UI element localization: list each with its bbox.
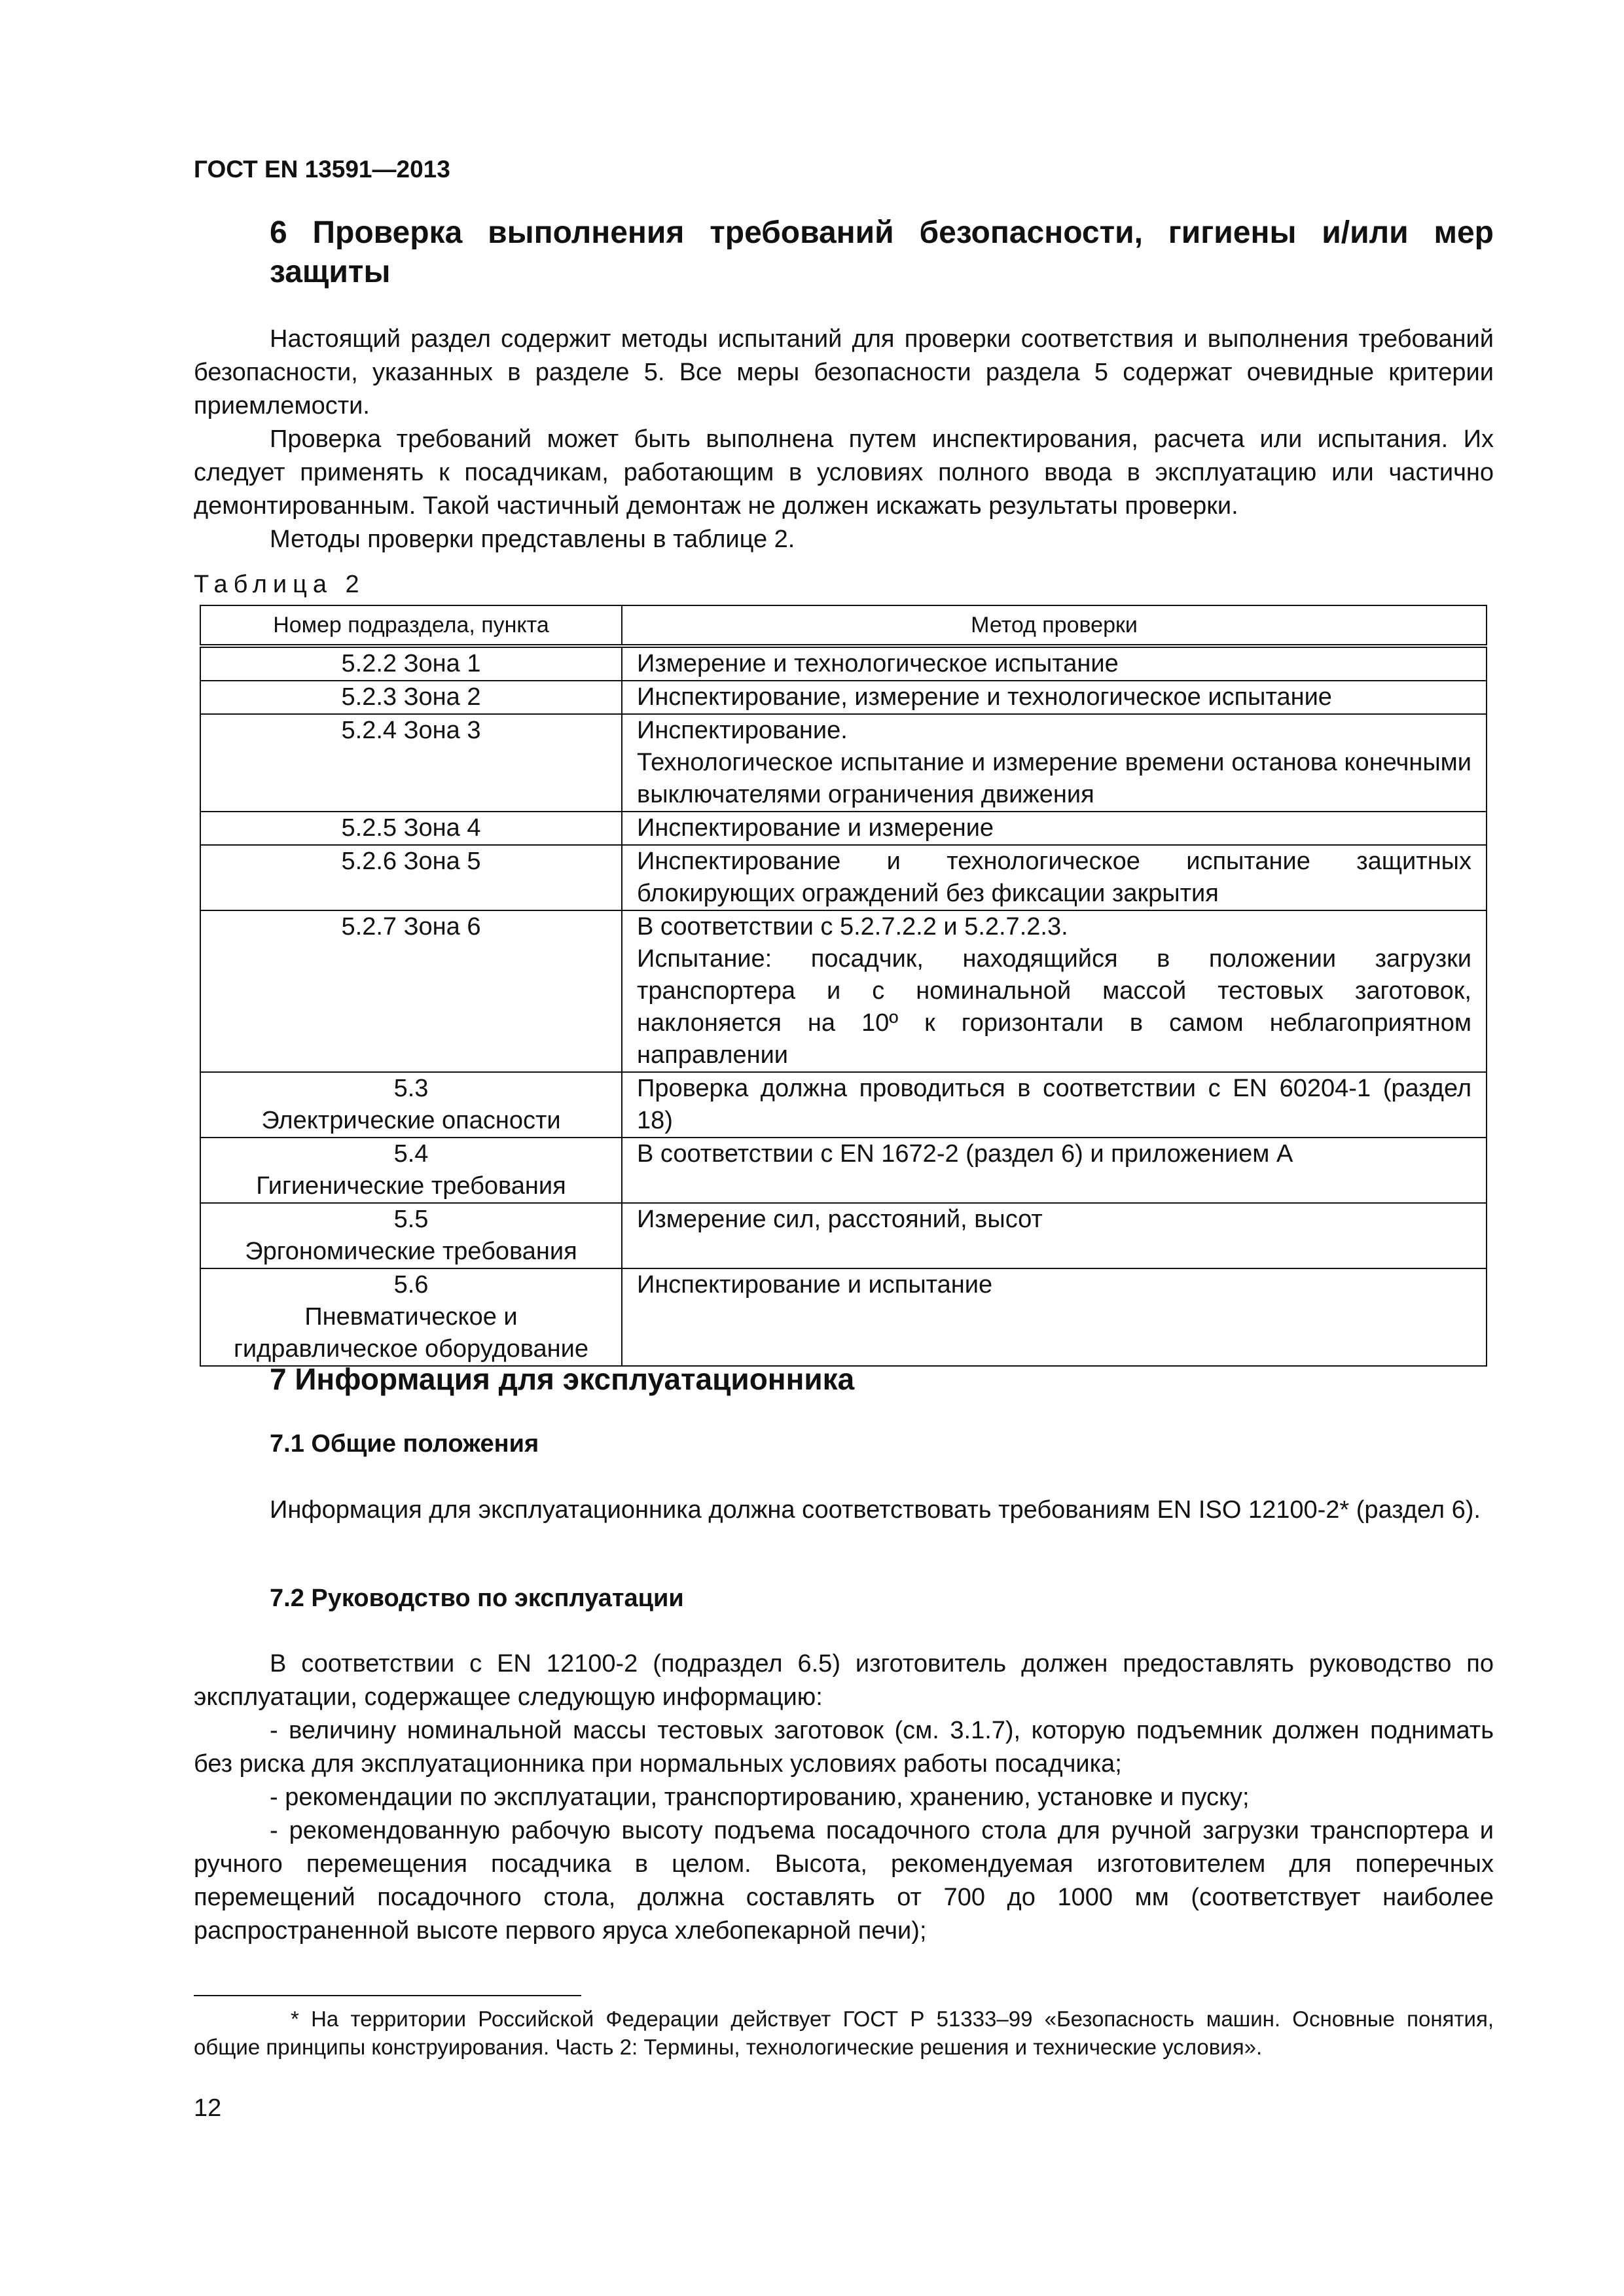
paragraph: Информация для эксплуатационника должна соответствовать требованиям EN ISO 12100-2* (раздел 6). bbox=[270, 1496, 1481, 1524]
footnote: * На территории Российской Федерации действует ГОСТ Р 51333–99 «Безопасность машин. Основные понятия, общие принципы конструирования. Часть 2: Термины, технологические решения и технические условия». bbox=[194, 2007, 1494, 2059]
subsection-7-2-body bbox=[194, 1647, 1494, 1948]
cell-section: 5.5 Эргономические требования bbox=[200, 1203, 622, 1268]
cell-method: Инспектирование и измерение bbox=[622, 812, 1487, 845]
footnote-separator bbox=[194, 1995, 581, 1996]
paragraph: Настоящий раздел содержит методы испытаний для проверки соответствия и выполнения требований безопасности, указанных в разделе 5. Все меры безопасности раздела 5 содержат очевидные критерии приемлемости. bbox=[194, 325, 1494, 420]
column-header-method: Метод проверки bbox=[622, 605, 1487, 646]
cell-section: 5.2.6 Зона 5 bbox=[200, 845, 622, 910]
cell-method: В соответствии с 5.2.7.2.2 и 5.2.7.2.3. Испытание: посадчик, находящийся в положении загрузки транспортера и с номинальной массой тестовых заготовок, наклоняется на 10º к горизонтали в самом неблагоприятном направлении bbox=[622, 910, 1487, 1072]
paragraph: Методы проверки представлены в таблице 2. bbox=[270, 526, 795, 553]
paragraph: В соответствии с EN 12100-2 (подраздел 6.5) изготовитель должен предоставлять руководство по эксплуатации, содержащее следующую информацию: bbox=[194, 1650, 1494, 1711]
table-row bbox=[200, 1138, 1487, 1203]
cell-section: 5.6 Пневматическое и гидравлическое оборудование bbox=[200, 1268, 622, 1366]
cell-method: Проверка должна проводиться в соответствии с EN 60204-1 (раздел 18) bbox=[622, 1072, 1487, 1138]
table-row bbox=[200, 812, 1487, 845]
cell-section: 5.3 Электрические опасности bbox=[200, 1072, 622, 1138]
column-header-section: Номер подраздела, пункта bbox=[200, 605, 622, 646]
cell-method: Инспектирование и технологическое испытание защитных блокирующих ограждений без фиксации закрытия bbox=[622, 845, 1487, 910]
list-item: - рекомендованную рабочую высоту подъема посадочного стола для ручной загрузки транспортера и ручного перемещения посадчика в целом. Высота, рекомендуемая изготовителем для поперечных перемещений посадочного стола, должна составлять от 700 до 1000 мм (соответствует наиболее распространенной высоте первого яруса хлебопекарной печи); bbox=[194, 1817, 1494, 1945]
list-item: - рекомендации по эксплуатации, транспортированию, хранению, установке и пуску; bbox=[270, 1784, 1250, 1811]
document-header: ГОСТ EN 13591—2013 bbox=[194, 156, 450, 183]
cell-method: Инспектирование, измерение и технологическое испытание bbox=[622, 681, 1487, 714]
subsection-7-1-title: 7.1 Общие положения bbox=[270, 1430, 539, 1458]
table-row bbox=[200, 1203, 1487, 1268]
table-row bbox=[200, 681, 1487, 714]
cell-section: 5.2.7 Зона 6 bbox=[200, 910, 622, 1072]
cell-method: Измерение и технологическое испытание bbox=[622, 646, 1487, 681]
table-row bbox=[200, 845, 1487, 910]
section-6-body bbox=[194, 323, 1494, 556]
cell-section: 5.4 Гигиенические требования bbox=[200, 1138, 622, 1203]
table-row bbox=[200, 646, 1487, 681]
paragraph: Проверка требований может быть выполнена путем инспектирования, расчета или испытания. Их следует применять к посадчикам, работающим в условиях полного ввода в эксплуатацию или частично демонтированным. Такой частичный демонтаж не должен искажать результаты проверки. bbox=[194, 425, 1494, 520]
table-header-row bbox=[200, 605, 1487, 646]
cell-section: 5.2.2 Зона 1 bbox=[200, 646, 622, 681]
subsection-7-1-body bbox=[194, 1494, 1494, 1527]
cell-method: В соответствии с EN 1672-2 (раздел 6) и приложением А bbox=[622, 1138, 1487, 1203]
cell-method: Инспектирование и испытание bbox=[622, 1268, 1487, 1366]
table-row bbox=[200, 910, 1487, 1072]
section-7-title: 7 Информация для эксплуатационника bbox=[270, 1362, 855, 1396]
table-row bbox=[200, 714, 1487, 812]
table-row bbox=[200, 1268, 1487, 1366]
cell-section: 5.2.3 Зона 2 bbox=[200, 681, 622, 714]
section-6-title: 6 Проверка выполнения требований безопасности, гигиены и/или мер защиты bbox=[270, 215, 1494, 289]
table-caption: Таблица 2 bbox=[194, 571, 365, 598]
cell-method: Инспектирование. Технологическое испытание и измерение времени останова конечными выключателями ограничения движения bbox=[622, 714, 1487, 812]
cell-method: Измерение сил, расстояний, высот bbox=[622, 1203, 1487, 1268]
subsection-7-2-title: 7.2 Руководство по эксплуатации bbox=[270, 1585, 684, 1612]
page-number: 12 bbox=[194, 2094, 222, 2122]
cell-section: 5.2.5 Зона 4 bbox=[200, 812, 622, 845]
table-row bbox=[200, 1072, 1487, 1138]
list-item: - величину номинальной массы тестовых заготовок (см. 3.1.7), которую подъемник должен поднимать без риска для эксплуатационника при нормальных условиях работы посадчика; bbox=[194, 1717, 1494, 1778]
cell-section: 5.2.4 Зона 3 bbox=[200, 714, 622, 812]
table-body bbox=[200, 646, 1487, 1366]
table-2 bbox=[200, 605, 1487, 1367]
